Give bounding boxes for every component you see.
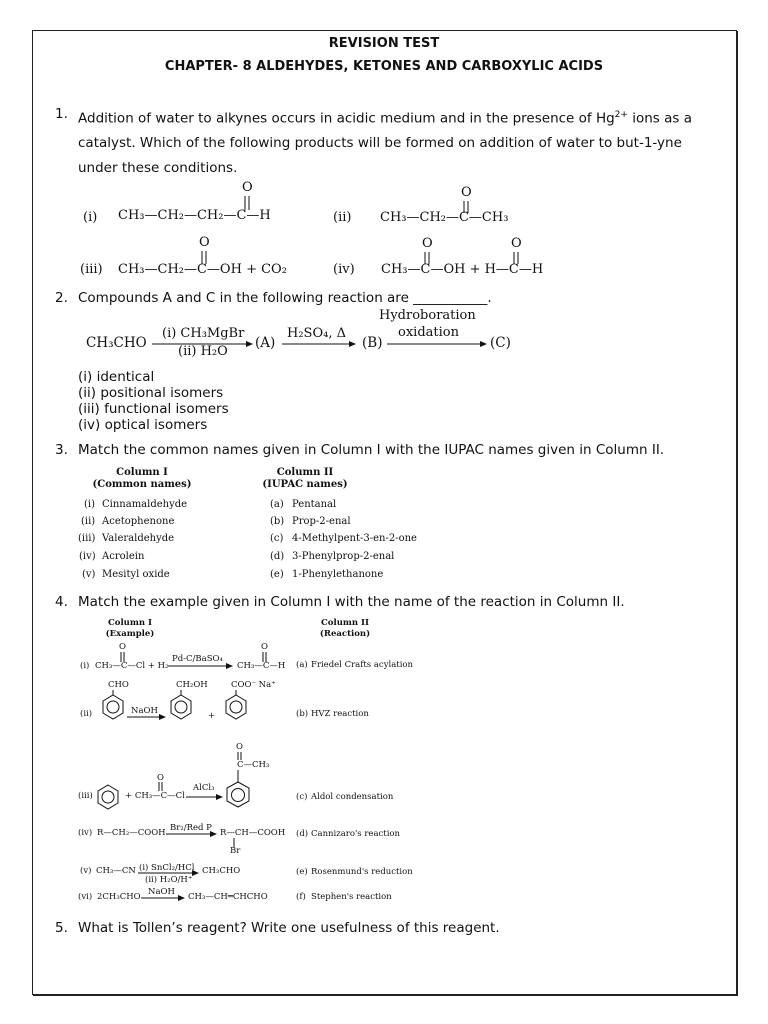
q1-line1-post: ions as a [627, 110, 693, 127]
q4-reaction-c: Aldol condensation [311, 792, 394, 802]
q3-row-5-c2: 1-Phenylethanone [292, 569, 384, 580]
q4-ex-vi-rhs: CH₃—CH═CHCHO [188, 892, 268, 902]
q4-ex-i-label: (i) [80, 661, 90, 671]
q4-ex-iv-br: Br [230, 846, 241, 856]
q4-ex-iv-label: (iv) [78, 828, 93, 838]
q3-row-2-n1: (ii) [81, 516, 96, 527]
q4-ex-i-rhs: CH₃—C—H [237, 661, 286, 671]
q2-option-2: (ii) positional isomers [78, 385, 224, 401]
q4-reaction-d: Cannizaro's reaction [311, 829, 401, 839]
q1-opt-i-label: (i) [83, 210, 98, 225]
q4-iii-double-bond [159, 782, 162, 791]
q4-ex-vi-label: (vi) [78, 892, 93, 902]
q4-ex-i-oxygen-2: O [261, 642, 268, 652]
q4-ii-benzene-2-icon [171, 690, 191, 719]
q4-reaction-f-n: (f) [296, 892, 306, 902]
q4-col2-head2: (Reaction) [319, 629, 371, 639]
q2-compound-b: (B) [362, 335, 383, 351]
q4-text: Match the example given in Column I with the name of the reaction in Column II. [78, 594, 625, 610]
q4-reaction-e-n: (e) [296, 867, 308, 877]
q4-reaction-e: Rosenmund's reduction [311, 867, 413, 877]
q4-ex-i-oxygen-1: O [119, 642, 126, 652]
q1-opt-ii-label: (ii) [333, 210, 352, 225]
q4-ex-ii-label: (ii) [80, 709, 93, 719]
q2-option-4: (iv) optical isomers [78, 417, 208, 433]
q4-ex-iv-rhs: R—CH—COOH [220, 828, 286, 838]
q4-ex-iii-acyl-oxygen: O [236, 742, 243, 752]
q5-number: 5. [55, 920, 68, 936]
q3-col2-head1: Column II [276, 467, 334, 478]
q3-row-2-c1: Acetophenone [102, 516, 175, 527]
q3-row-3-n2: (c) [270, 533, 284, 544]
q4-ex-iv-lhs: R—CH₂—COOH [97, 828, 166, 838]
q3-row-3-c1: Valeraldehyde [102, 533, 175, 544]
q4-reaction-d-n: (d) [296, 829, 309, 839]
q4-ex-iii-plus: + CH₃—C—Cl [125, 791, 185, 801]
q1-line2: catalyst. Which of the following products will be formed on addition of water to but-1-yne [78, 135, 682, 151]
q1-line1-pre: Addition of water to alkynes occurs in acidic medium and in the presence of Hg [78, 110, 615, 127]
q3-row-5-n1: (v) [82, 569, 96, 580]
test-title: REVISION TEST [328, 36, 440, 51]
q2-option-1: (i) identical [78, 369, 155, 385]
q4-ex-v-label: (v) [80, 866, 92, 876]
q4-ex-v-lhs: CH₃—CN [96, 866, 136, 876]
q1-superscript: 2+ [614, 110, 628, 120]
q2-reagent3-top: Hydroboration [379, 308, 476, 323]
q4-number: 4. [55, 594, 68, 610]
q4-ex-iii-acyl: C—CH₃ [237, 760, 270, 770]
q3-col2-head2: (IUPAC names) [262, 479, 348, 490]
q2-start: CH₃CHO [86, 335, 147, 351]
q4-ex-iii-oxygen: O [157, 773, 164, 783]
q2-compound-c: (C) [490, 335, 511, 351]
q2-option-3: (iii) functional isomers [78, 401, 229, 417]
q4-reaction-c-n: (c) [296, 792, 308, 802]
q3-row-1-n2: (a) [270, 499, 284, 510]
q4-iii-benzene-2-icon [227, 770, 249, 807]
q4-col1-head2: (Example) [105, 629, 155, 639]
q4-i-double-bond-1 [121, 652, 124, 662]
q5-text: What is Tollen’s reagent? Write one usefulness of this reagent. [78, 920, 500, 936]
q4-ex-vi-reagent: NaOH [148, 887, 175, 897]
q3-row-4-n1: (iv) [79, 551, 96, 562]
q4-ex-ii-ch2oh: CH₂OH [176, 680, 208, 690]
q4-i-double-bond-2 [263, 652, 266, 662]
q4-ex-v-reagent-top: (i) SnCl₂/HCl [139, 863, 195, 873]
q1-opt-iv-oxygen-1: O [422, 236, 433, 251]
q4-ii-benzene-3-icon [226, 690, 246, 719]
q4-ex-ii-reagent: NaOH [131, 706, 158, 716]
q4-reaction-b-n: (b) [296, 709, 309, 719]
q3-row-1-c1: Cinnamaldehyde [102, 499, 188, 510]
q4-ex-v-reagent-bottom: (ii) H₂O/H⁺ [145, 875, 193, 885]
q3-row-5-c1: Mesityl oxide [102, 569, 170, 580]
q3-row-4-c1: Acrolein [102, 551, 145, 562]
q4-ex-i-reagent: Pd-C/BaSO₄ [172, 654, 223, 664]
q3-number: 3. [55, 442, 68, 458]
q1-opt-i-oxygen: O [242, 180, 253, 195]
q1-opt-ii-oxygen: O [461, 185, 472, 200]
q1-opt-iii-label: (iii) [80, 262, 103, 277]
q3-text: Match the common names given in Column I with the IUPAC names given in Column II. [78, 442, 665, 458]
q4-reaction-a: Friedel Crafts acylation [311, 660, 414, 670]
q1-opt-iii-formula: CH₃—CH₂—C—OH + CO₂ [118, 262, 287, 277]
q2-text: Compounds A and C in the following reaction are ___________. [78, 290, 492, 306]
q4-ex-iii-label: (iii) [78, 791, 93, 801]
q4-col1-head1: Column I [108, 618, 152, 628]
q2-reagent3-bottom: oxidation [398, 325, 459, 340]
q4-iii-acyl-double-bond [238, 752, 241, 760]
q1-opt-iii-oxygen: O [199, 235, 210, 250]
q4-ex-vi-lhs: 2CH₃CHO [97, 892, 141, 902]
q1-opt-iv-formula: CH₃—C—OH + H—C—H [381, 262, 544, 277]
q3-row-2-n2: (b) [270, 516, 285, 527]
q1-double-bond-iii [202, 251, 206, 264]
q4-ex-i-lhs: CH₃—C—Cl + H₂ [95, 661, 169, 671]
q2-reagent1-top: (i) CH₃MgBr [162, 326, 245, 341]
q3-row-2-c2: Prop-2-enal [292, 516, 351, 527]
q2-reagent2: H₂SO₄, Δ [287, 326, 346, 341]
q3-row-3-c2: 4-Methylpent-3-en-2-one [292, 533, 417, 544]
q1-double-bond-i [245, 196, 249, 210]
q1-opt-ii-formula: CH₃—CH₂—C—CH₃ [380, 210, 509, 225]
q4-iii-benzene-1-icon [98, 785, 118, 809]
q4-reaction-a-n: (a) [296, 660, 308, 670]
q1-line3: under these conditions. [78, 159, 238, 176]
q4-reaction-f: Stephen's reaction [311, 892, 392, 902]
q1-double-bond-iv-1 [425, 252, 429, 264]
q3-row-4-c2: 3-Phenylprop-2-enal [292, 551, 395, 562]
q3-row-1-c2: Pentanal [292, 499, 337, 510]
q3-col1-head1: Column I [116, 467, 168, 478]
q3-row-3-n1: (iii) [78, 533, 96, 544]
q2-reagent1-bottom: (ii) H₂O [178, 344, 228, 359]
q4-ex-ii-plus: + [208, 711, 216, 721]
q2-number: 2. [55, 290, 68, 306]
q3-col1-head2: (Common names) [92, 479, 192, 490]
q4-col2-head1: Column II [321, 618, 369, 628]
q1-opt-iv-oxygen-2: O [511, 236, 522, 251]
q4-ex-ii-coo: COO⁻ Na⁺ [231, 680, 276, 690]
q3-row-4-n2: (d) [270, 551, 285, 562]
q1-opt-iv-label: (iv) [333, 262, 355, 277]
q2-compound-a: (A) [255, 335, 276, 351]
q4-reaction-b: HVZ reaction [311, 709, 369, 719]
q4-ex-iii-reagent: AlCl₃ [193, 783, 215, 793]
q1-double-bond-iv-2 [514, 252, 518, 264]
q1-double-bond-ii [464, 201, 468, 213]
q4-ex-iv-reagent: Br₂/Red P [170, 823, 212, 833]
q3-row-1-n1: (i) [84, 499, 96, 510]
q3-row-5-n2: (e) [270, 569, 284, 580]
q4-ex-ii-cho: CHO [108, 680, 129, 690]
q4-ii-benzene-1-icon [103, 690, 123, 719]
q1-number: 1. [55, 106, 68, 122]
q1-opt-i-formula: CH₃—CH₂—CH₂—C—H [118, 208, 271, 223]
q4-ex-v-rhs: CH₃CHO [202, 866, 241, 876]
chapter-title: CHAPTER- 8 ALDEHYDES, KETONES AND CARBOXYLIC ACIDS [164, 59, 604, 74]
